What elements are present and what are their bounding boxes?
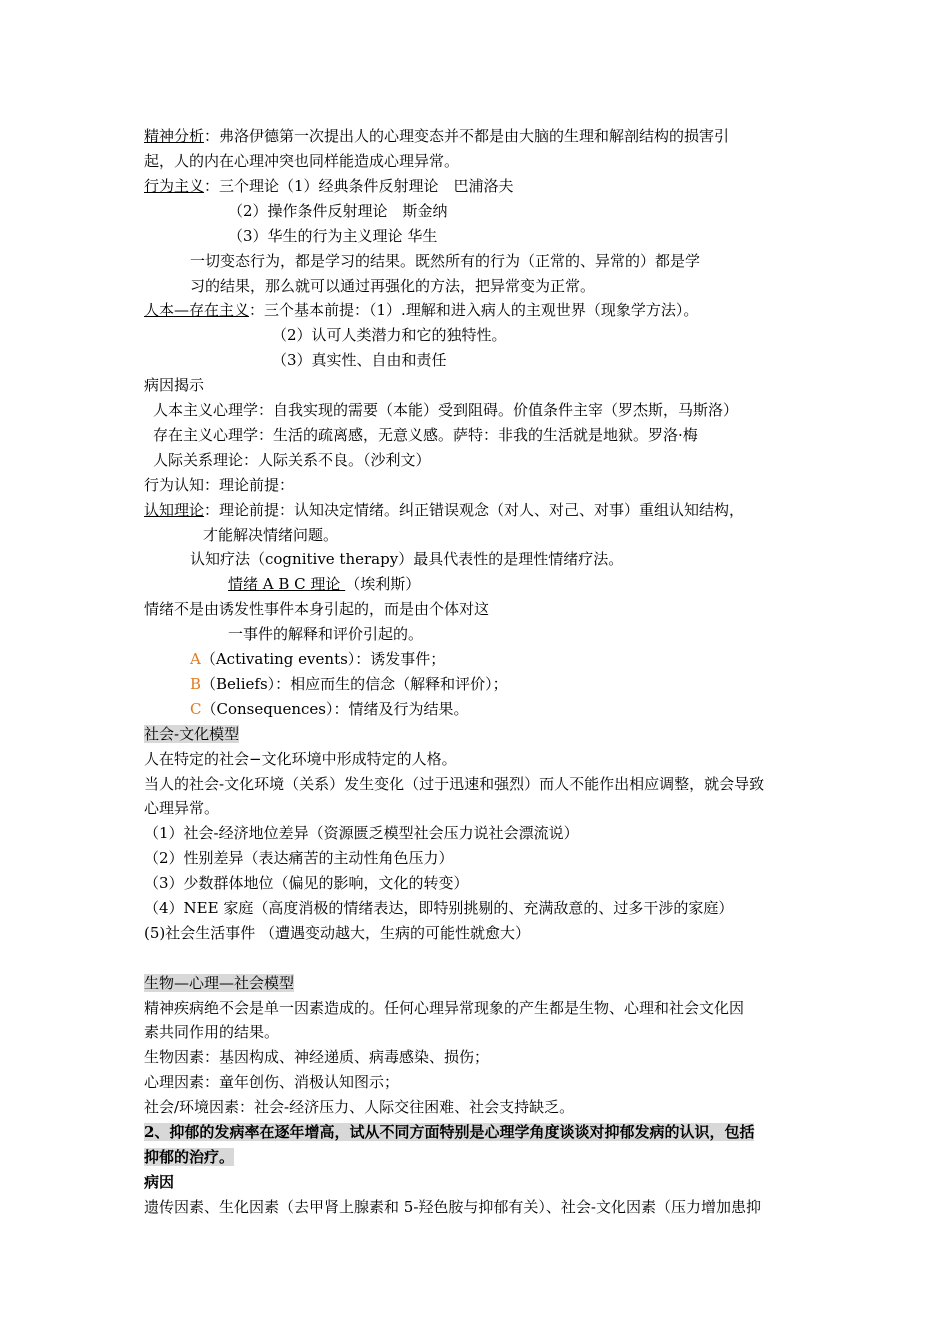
text-line: 存在主义心理学：生活的疏离感，无意义感。萨特：非我的生活就是地狱。罗洛·梅 (153, 426, 698, 444)
term-abc-theory: 情绪 A B C 理论 (228, 575, 346, 593)
line-abc-theory: 情绪 A B C 理论 （埃利斯） (228, 575, 421, 593)
line-psychoanalysis: 精神分析：弗洛伊德第一次提出人的心理变态并不都是由大脑的生理和解剖结构的损害引 (144, 127, 730, 145)
text-line: 习的结果，那么就可以通过再强化的方法，把异常变为正常。 (190, 277, 596, 295)
list-letter: A (190, 650, 201, 668)
text-line: 行为认知：理论前提： (144, 476, 295, 494)
question-heading: 2、抑郁的发病率在逐年增高，试从不同方面特别是心理学角度谈谈对抑郁发病的认识，包括 (144, 1123, 755, 1141)
list-item: A（Activating events）：诱发事件； (190, 650, 446, 668)
text-line: 认知疗法（cognitive therapy）最具代表性的是理性情绪疗法。 (190, 550, 624, 568)
text-line: 人在特定的社会−文化环境中形成特定的人格。 (144, 750, 457, 768)
term-cognitive-theory: 认知理论 (144, 501, 205, 519)
text-line: （3）少数群体地位（偏见的影响，文化的转变） (144, 874, 469, 892)
list-item: C（Consequences）：情绪及行为结果。 (190, 700, 469, 718)
line-cognitive-theory: 认知理论：理论前提：认知决定情绪。纠正错误观念（对人、对己、对事）重组认知结构， (144, 501, 745, 519)
text-line: （2）认可人类潜力和它的独特性。 (272, 326, 507, 344)
question-heading: 抑郁的治疗。 (144, 1148, 235, 1166)
text-line: 素共同作用的结果。 (144, 1023, 280, 1041)
section-heading: 生物—心理—社会模型 (144, 974, 295, 992)
section-heading: 社会-文化模型 (144, 725, 240, 743)
term-behaviorism: 行为主义 (144, 177, 205, 195)
term-humanism-existentialism: 人本—存在主义 (144, 301, 250, 319)
text-line: 心理异常。 (144, 799, 220, 817)
text-line: （2）操作条件反射理论 斯金纳 (228, 202, 448, 220)
text-line: 情绪不是由诱发性事件本身引起的，而是由个体对这 (144, 600, 490, 618)
text-line: (5)社会生活事件 （遭遇变动越大，生病的可能性就愈大） (144, 924, 531, 942)
list-letter: B (190, 675, 202, 693)
text-line: 起，人的内在心理冲突也同样能造成心理异常。 (144, 152, 460, 170)
text-line: （3）华生的行为主义理论 华生 (228, 227, 438, 245)
text-line: 病因揭示 (144, 376, 205, 394)
text-line: 一切变态行为，都是学习的结果。既然所有的行为（正常的、异常的）都是学 (190, 252, 701, 270)
subheading-cause: 病因 (144, 1173, 175, 1191)
text-line: 才能解决情绪问题。 (203, 526, 339, 544)
text-line: 一事件的解释和评价引起的。 (228, 625, 424, 643)
list-item: B（Beliefs）：相应而生的信念（解释和评价）； (190, 675, 508, 693)
text-line: 当人的社会-文化环境（关系）发生变化（过于迅速和强烈）而人不能作出相应调整，就会导致 (144, 775, 765, 793)
text-line: （3）真实性、自由和责任 (272, 351, 447, 369)
list-letter: C (190, 700, 202, 718)
text-line: （2）性别差异（表达痛苦的主动性角色压力） (144, 849, 454, 867)
text-line: 社会/环境因素：社会-经济压力、人际交往困难、社会支持缺乏。 (144, 1098, 575, 1116)
text-line: 心理因素：童年创伤、消极认知图示； (144, 1073, 400, 1091)
text-line: 人际关系理论：人际关系不良。（沙利文） (153, 451, 431, 469)
text-line: 精神疾病绝不会是单一因素造成的。任何心理异常现象的产生都是生物、心理和社会文化因 (144, 999, 745, 1017)
text-line: 人本主义心理学：自我实现的需要（本能）受到阻碍。价值条件主宰（罗杰斯，马斯洛） (153, 401, 739, 419)
text-line: （4）NEE 家庭（高度消极的情绪表达，即特别挑剔的、充满敌意的、过多干涉的家庭） (144, 899, 734, 917)
text-line: 遗传因素、生化因素（去甲肾上腺素和 5-羟色胺与抑郁有关）、社会-文化因素（压力增加患抑 (144, 1198, 761, 1216)
line-humanism: 人本—存在主义：三个基本前提：（1）.理解和进入病人的主观世界（现象学方法）。 (144, 301, 699, 319)
text-line: 生物因素：基因构成、神经递质、病毒感染、损伤； (144, 1048, 490, 1066)
term-psychoanalysis: 精神分析 (144, 127, 205, 145)
line-behaviorism: 行为主义：三个理论（1）经典条件反射理论 巴浦洛夫 (144, 177, 514, 195)
text-line: （1）社会-经济地位差异（资源匮乏模型社会压力说社会漂流说） (144, 824, 579, 842)
